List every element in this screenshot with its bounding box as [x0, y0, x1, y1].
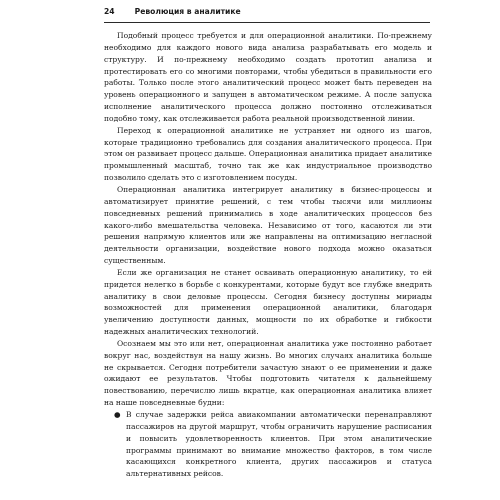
body-text [104, 30, 432, 480]
list-item-text: В случае задержки рейса авиакомпании автоматически перенаправляют пассажиров на другой маршрут, чтобы ограничить нарушение расписания и повысить удовлетворенность клиентов. При этом аналитические программы принимают во внимание множество факторов, в том числе касающихся конкретного клиента, других пассажиров и статуса альтернативных рейсов. [126, 410, 432, 479]
bullet-icon: ● [114, 410, 121, 419]
page-number: 24 [104, 7, 115, 16]
paragraph: Переход к операционной аналитике не устраняет ни одного из шагов, которые традиционно требовались для создания аналитического процесса. При этом он развивает процесс дальше. Операционная аналитика придает аналитике промышленный масштаб, точно так же как индустриальное производство позволило сделать это с изготовлением посуды. [104, 125, 432, 183]
paragraph: Операционная аналитика интегрирует аналитику в бизнес-процессы и автоматизирует принятие решений, с тем чтобы тысячи или миллионы повседневных решений принимались в ходе аналитических процессов без какого-либо вмешательства человека. Независимо от того, касаются ли эти решения напрямую клиентов или же направлены на оптимизацию неглаcной деятельности организации, воздействие нового подхода можно оказаться существенным. [104, 184, 432, 266]
bullet-list [104, 409, 432, 480]
list-item [104, 409, 432, 480]
running-title: Революция в аналитике [134, 7, 241, 16]
paragraph: Подобный процесс требуется и для операционной аналитики. По-прежнему необходимо для каждого нового вида анализа разрабатывать его модель и структуру. И по-прежнему необходимо создать прототип анализа и протестировать его со многими повторами, чтобы убедиться в правильности его работы. Только после этого аналитический процесс может быть переведен на уровень операционного и запущен в автоматическом режиме. А после запуска исполнение аналитического процесса должно постоянно отслеживаться подобно тому, как отслеживается работа реальной производственной линии. [104, 31, 432, 123]
paragraph: Осознаем мы это или нет, операционная аналитика уже постоянно работает вокруг нас, воздействуя на нашу жизнь. Во многих случаях аналитика больше не скрывается. Сегодня потребители зачастую знают о ее применении и даже ожидают ее результатов. Чтобы подготовить читателя к дальнейшему повествованию, перечислю лишь вкратце, как операционная аналитика влияет на наше повседневные будни: [104, 338, 432, 408]
running-header [104, 6, 430, 23]
paragraph: Если же организация не станет осваивать операционную аналитику, то ей придется нелегко в борьбе с конкурентами, которые будут все глубже внедрять аналитику в свои деловые процессы. Сегодня бизнесу доступны мириады возможностей для применения операционной аналитики, благодаря увеличению доступности данных, мощности по их обработке и гибкости надежных аналитических технологий. [104, 267, 432, 337]
